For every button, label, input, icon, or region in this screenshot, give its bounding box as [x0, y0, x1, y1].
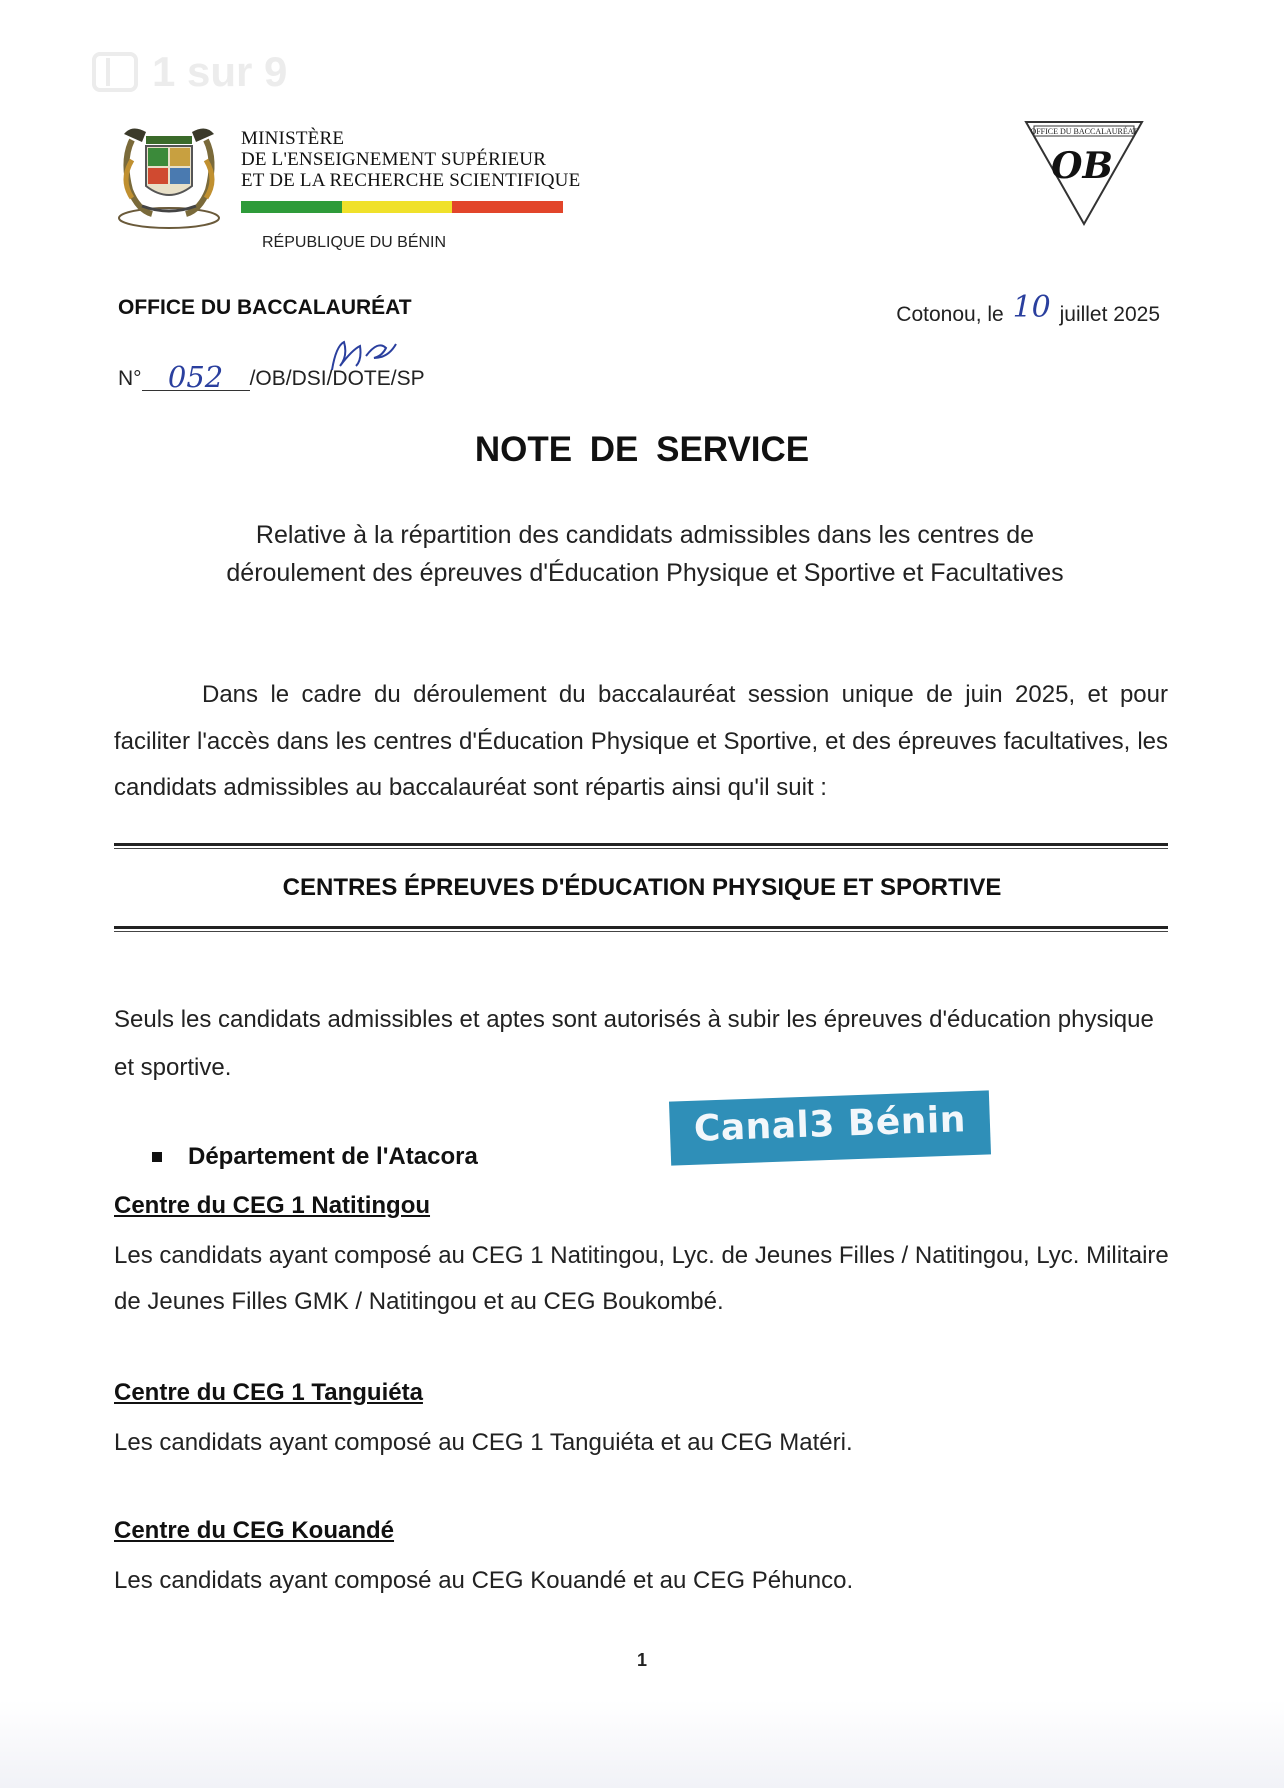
ministry-line: DE L'ENSEIGNEMENT SUPÉRIEUR [241, 149, 547, 170]
section-rule-top [114, 843, 1168, 849]
date-day: 10 [1012, 290, 1051, 325]
page-title: NOTE DE SERVICE [474, 430, 810, 469]
reference-prefix: N° [118, 367, 142, 390]
center-text: Les candidats ayant composé au CEG 1 Tanguiéta et au CEG Matéri. [114, 1429, 853, 1456]
ministry-line: MINISTÈRE [241, 128, 345, 149]
watermark-badge [669, 1090, 991, 1165]
flag-green-stripe [241, 201, 342, 213]
section-heading: CENTRES ÉPREUVES D'ÉDUCATION PHYSIQUE ET SPORTIVE [282, 874, 1002, 901]
page-edge-shade [0, 1700, 1284, 1788]
center-block [114, 1378, 1178, 1466]
center-title: Centre du CEG 1 Natitingou [114, 1192, 431, 1219]
square-bullet-icon [152, 1152, 162, 1162]
center-title: Centre du CEG 1 Tanguiéta [114, 1379, 423, 1406]
subject-line: déroulement des épreuves d'Éducation Physique et Sportive et Facultatives [226, 559, 1064, 587]
ob-logo-icon [1022, 120, 1146, 228]
department-item [152, 1143, 478, 1171]
department-label: Département de l'Atacora [188, 1143, 478, 1170]
watermark-text: Canal3 Bénin [693, 1099, 967, 1150]
intro-text: Dans le cadre du déroulement du baccalauréat session unique de juin 2025, et pour faciliter l'accès dans les centres d'Éducation Physique et Sportive, et des épreuves facultatives, les candidats admissibles au baccalauréat sont répartis ainsi qu'il suit : [114, 681, 1168, 801]
republic-label: RÉPUBLIQUE DU BÉNIN [262, 234, 447, 251]
coat-of-arms-icon [112, 120, 226, 236]
eligibility-note: Seuls les candidats admissibles et aptes sont autorisés à subir les épreuves d'éducation physique et sportive. [114, 1006, 1154, 1081]
center-title: Centre du CEG Kouandé [114, 1517, 395, 1544]
date-suffix: juillet 2025 [1059, 303, 1160, 326]
flag-yellow-stripe [342, 201, 453, 213]
flag-red-stripe [452, 201, 563, 213]
section-rule-bottom [114, 926, 1168, 932]
center-text: Les candidats ayant composé au CEG Kouandé et au CEG Péhunco. [114, 1567, 854, 1594]
ob-logo-letters: OB [1051, 145, 1113, 187]
office-name: OFFICE DU BACCALAURÉAT [118, 296, 412, 319]
ob-logo-caption: OFFICE DU BACCALAURÉAT [1030, 127, 1138, 136]
center-block [114, 1191, 1178, 1325]
date-prefix: Cotonou, le [896, 303, 1004, 326]
ministry-line: ET DE LA RECHERCHE SCIENTIFIQUE [241, 170, 581, 191]
page-number: 1 [636, 1650, 647, 1670]
sidebar-toggle-icon[interactable] [92, 52, 138, 92]
signature-scribble-icon [326, 336, 416, 376]
center-block [114, 1516, 1178, 1604]
center-text: Les candidats ayant composé au CEG 1 Natitingou, Lyc. de Jeunes Filles / Natitingou, Lyc. Militaire de Jeunes Filles GMK / Natitingou et au CEG Boukombé. [114, 1242, 1169, 1315]
page-indicator[interactable] [92, 48, 287, 96]
subject-line: Relative à la répartition des candidats admissibles dans les centres de [255, 521, 1035, 549]
flag-bar [241, 201, 563, 213]
page-indicator-label: 1 sur 9 [152, 48, 288, 95]
reference-number-value: 052 [142, 364, 250, 391]
subject [150, 516, 1140, 592]
ministry-block [241, 128, 580, 213]
reference-suffix: /OB/DSI/DOTE/SP [249, 367, 425, 390]
date-line [896, 290, 1160, 329]
intro-paragraph [114, 672, 1168, 812]
